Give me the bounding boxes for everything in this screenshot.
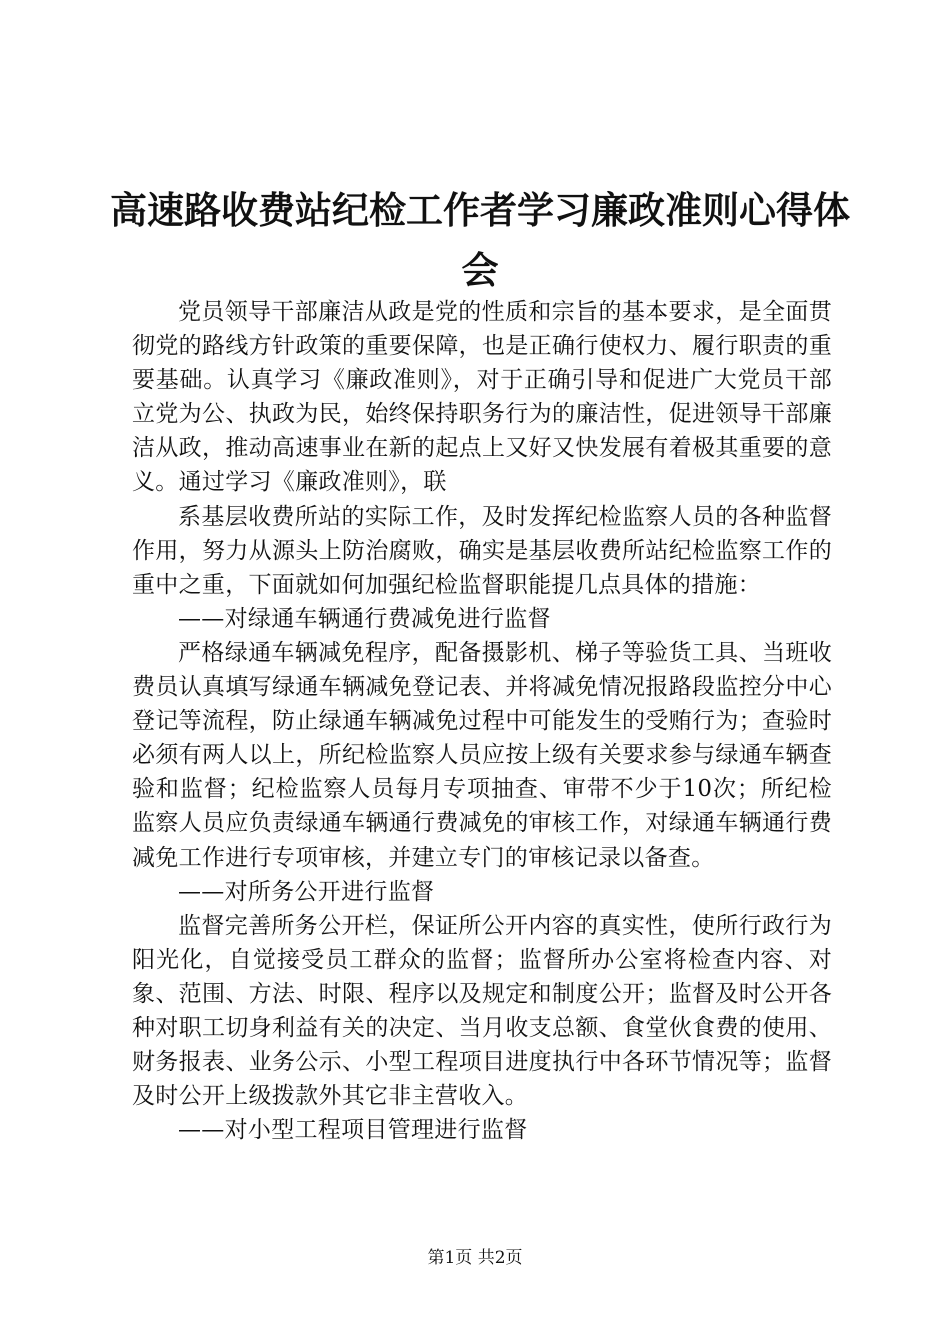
paragraph: 系基层收费所站的实际工作，及时发挥纪检监察人员的各种监督作用，努力从源头上防治腐败，确实是基层收费所站纪检监察工作的重中之重，下面就如何加强纪检监督职能提几点具体的措施：: [132, 503, 832, 598]
document-title-line-2: 会: [461, 249, 499, 292]
section-heading: ——对绿通车辆通行费减免进行监督: [178, 605, 551, 632]
document-title-line-1: 高速路收费站纪检工作者学习廉政准则心得体: [110, 189, 850, 232]
section-heading: ——对所务公开进行监督: [178, 878, 435, 905]
paragraph: 严格绿通车辆减免程序，配备摄影机、梯子等验货工具、当班收费员认真填写绿通车辆减免登记表、并将减免情况报路段监控分中心登记等流程，防止绿通车辆减免过程中可能发生的受贿行为；查验时必须有两人以上，所纪检监察人员应按上级有关要求参与绿通车辆查验和监督；纪检监察人员每月专项抽查、审带不少于10次；所纪检监察人员应负责绿通车辆通行费减免的审核工作，对绿通车辆通行费减免工作进行专项审核，并建立专门的审核记录以备查。: [132, 639, 832, 871]
section-heading: ——对小型工程项目管理进行监督: [178, 1117, 528, 1144]
page-number-footer: 第1页 共2页: [427, 1248, 523, 1268]
paragraph: 党员领导干部廉洁从政是党的性质和宗旨的基本要求，是全面贯彻党的路线方针政策的重要保障，也是正确行使权力、履行职责的重要基础。认真学习《廉政准则》，对于正确引导和促进广大党员干部立党为公、执政为民，始终保持职务行为的廉洁性，促进领导干部廉洁从政，推动高速事业在新的起点上又好又快发展有着极其重要的意义。通过学习《廉政准则》，联: [132, 299, 832, 496]
paragraph: 监督完善所务公开栏，保证所公开内容的真实性，使所行政行为阳光化，自觉接受员工群众的监督；监督所办公室将检查内容、对象、范围、方法、时限、程序以及规定和制度公开；监督及时公开各种对职工切身利益有关的决定、当月收支总额、食堂伙食费的使用、财务报表、业务公示、小型工程项目进度执行中各环节情况等；监督及时公开上级拨款外其它非主营收入。: [132, 912, 832, 1110]
document-body: [132, 295, 832, 1147]
